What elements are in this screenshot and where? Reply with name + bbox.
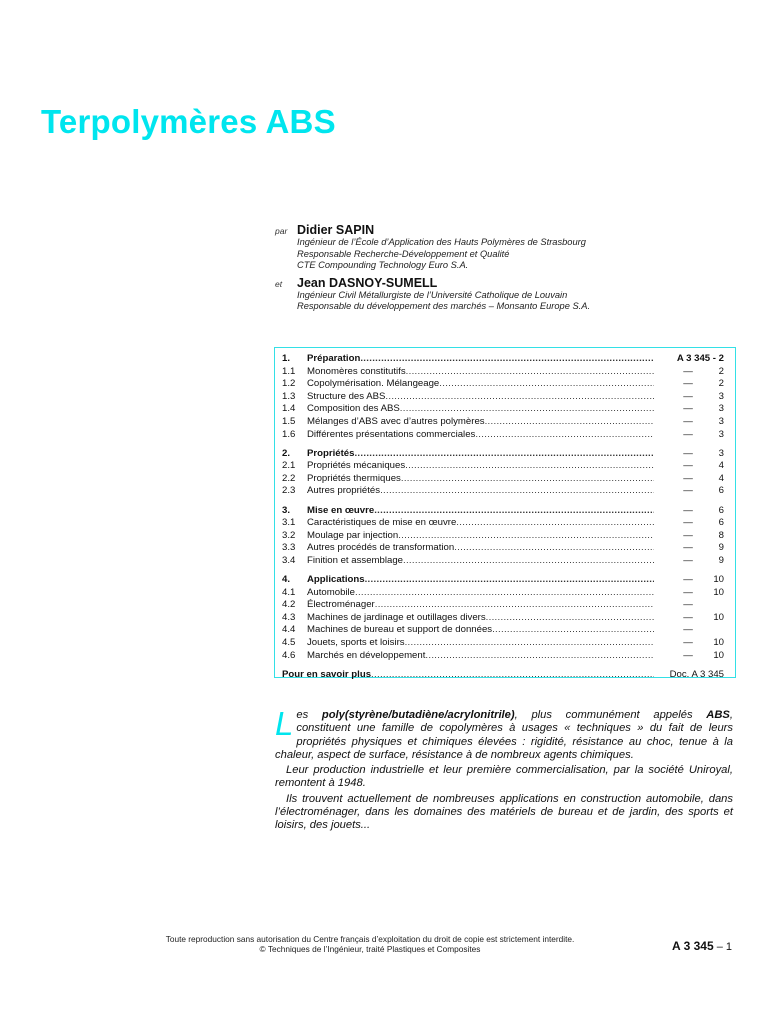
toc-dash: —: [683, 447, 693, 459]
toc-number: 4.5: [282, 636, 296, 648]
author-affiliation: Responsable du développement des marchés – Monsanto Europe S.A.: [297, 301, 591, 311]
author-prefix: par: [275, 226, 288, 236]
toc-leader: [385, 391, 654, 404]
toc-reference: [654, 517, 724, 530]
page-number: 1: [725, 941, 732, 953]
toc-ref-text: Doc. A 3 345: [669, 668, 724, 680]
author-affiliation: Ingénieur Civil Métallurgiste de l’Université Catholique de Louvain: [297, 289, 568, 300]
toc-number: 2.: [282, 447, 291, 459]
toc-reference: [654, 542, 724, 555]
toc-reference: [654, 403, 724, 416]
toc-leader: [425, 650, 654, 663]
author-2: [275, 276, 745, 313]
toc-label: Automobile: [307, 586, 355, 598]
toc-section-preparation: [282, 353, 724, 441]
toc-page: 2: [718, 378, 724, 390]
toc-leader: [486, 612, 654, 625]
toc-number: 2.3: [282, 485, 296, 497]
toc-dash: —: [683, 485, 693, 497]
toc-reference: [654, 637, 724, 650]
toc-page: 3: [718, 403, 724, 415]
toc-heading[interactable]: [282, 505, 724, 518]
toc-entry[interactable]: [282, 378, 724, 391]
toc-label: Structure des ABS: [307, 390, 386, 402]
toc-dash: —: [683, 542, 693, 554]
toc-number: 1.3: [282, 390, 296, 402]
intro-term: poly(styrène/butadiène/acrylonitrile): [321, 709, 515, 721]
toc-page: 10: [713, 649, 724, 661]
toc-page: 10: [713, 636, 724, 648]
toc-label: Propriétés: [307, 447, 355, 459]
toc-number: 1.: [282, 353, 291, 364]
toc-label: Préparation: [307, 353, 361, 364]
toc-leader: [380, 485, 654, 498]
toc-dash: —: [683, 365, 693, 377]
toc-page: 4: [718, 472, 724, 484]
toc-label: Propriétés thermiques: [307, 472, 401, 484]
toc-page: 10: [713, 574, 724, 585]
toc-leader: [475, 429, 654, 442]
author-block: [275, 223, 745, 313]
toc-number: 3.2: [282, 529, 296, 541]
toc-entry[interactable]: [282, 530, 724, 543]
toc-leader: [456, 517, 654, 530]
toc-dash: —: [683, 529, 693, 541]
toc-reference: [654, 460, 724, 473]
author-prefix: et: [275, 278, 283, 289]
toc-label: Machines de bureau et support de données: [307, 624, 493, 636]
toc-reference: [654, 599, 724, 612]
toc-entry[interactable]: [282, 542, 724, 555]
toc-reference: [654, 505, 724, 518]
document-title: Terpolymères ABS: [41, 103, 336, 140]
toc-dash: —: [683, 504, 693, 516]
toc-label: Mélanges d’ABS avec d’autres polymères: [307, 415, 485, 427]
toc-page: 3: [718, 447, 724, 459]
toc-section-applications: [282, 574, 724, 662]
toc-leader: [354, 448, 654, 461]
toc-number: 3.4: [282, 554, 296, 566]
page-separator: –: [713, 941, 726, 953]
intro-paragraph: Leur production industrielle et leur première commercialisation, par la société Uniroyal, remontent à 1948.: [275, 764, 733, 790]
toc-reference: [654, 555, 724, 568]
toc-dash: —: [683, 574, 693, 585]
toc-number: 1.4: [282, 403, 296, 415]
toc-label: Applications: [307, 574, 365, 585]
toc-page: 10: [713, 586, 724, 598]
toc-dash: —: [683, 517, 693, 529]
toc-reference: [654, 391, 724, 404]
toc-label: Marchés en développement: [307, 649, 426, 661]
author-name: Jean DASNOY-SUMELL: [297, 275, 438, 290]
toc-page: 10: [713, 611, 724, 623]
author-affiliation: Responsable Recherche-Développement et Qualité: [297, 248, 510, 259]
toc-page: 4: [718, 460, 724, 472]
toc-number: 1.1: [282, 365, 296, 377]
toc-page: 9: [718, 542, 724, 554]
toc-page: 3: [718, 428, 724, 440]
intro-text: , constituent une famille de copolymères à usages « techniques » du fait de leurs propriétés physiques et chimiques élevées : rigidité, résistance au choc, tenue à la chaleur, aspect de surface, résistance à de nombreux agents chimiques.: [275, 709, 733, 761]
toc-page: 6: [718, 517, 724, 529]
toc-leader: [400, 403, 654, 416]
intro-text: , plus communément appelés: [514, 709, 707, 721]
toc-page: 2: [718, 365, 724, 377]
toc-heading[interactable]: [282, 448, 724, 461]
toc-label: Propriétés mécaniques: [307, 460, 406, 472]
intro-text: es: [296, 709, 322, 721]
toc-reference: [654, 366, 724, 379]
toc-label: Finition et assemblage: [307, 554, 403, 566]
toc-number: 1.6: [282, 428, 296, 440]
toc-page: 8: [718, 529, 724, 541]
toc-entry[interactable]: [282, 391, 724, 404]
author-name: Didier SAPIN: [297, 223, 375, 237]
document-code: A 3 345: [672, 939, 714, 953]
drop-cap: L: [275, 705, 294, 742]
toc-reference: [654, 624, 724, 637]
toc-further-reading[interactable]: [282, 669, 724, 682]
toc-entry[interactable]: [282, 460, 724, 473]
toc-reference: [654, 353, 724, 366]
toc-number: 2.2: [282, 472, 296, 484]
toc-leader: [375, 599, 654, 612]
toc-dash: —: [683, 649, 693, 661]
toc-label: Composition des ABS: [307, 403, 400, 415]
toc-label: Pour en savoir plus: [282, 668, 372, 680]
toc-entry[interactable]: [282, 587, 724, 600]
toc-page: 6: [718, 485, 724, 497]
toc-leader: [401, 473, 654, 486]
toc-label: Mise en œuvre: [307, 504, 375, 516]
intro-paragraph: Ils trouvent actuellement de nombreuses applications en construction automobile, dans l’électroménager, dans les domaines des matériels de bureau et de jardin, des sports et loisirs, des jouets...: [275, 792, 733, 832]
toc-leader: [406, 366, 654, 379]
toc-label: Machines de jardinage et outillages divers: [307, 611, 486, 623]
toc-number: 4.4: [282, 624, 296, 636]
toc-entry[interactable]: [282, 485, 724, 498]
toc-number: 3.1: [282, 517, 296, 529]
toc-label: Autres procédés de transformation: [307, 542, 455, 554]
copyright-footer: [110, 934, 630, 954]
toc-number: 2.1: [282, 460, 296, 472]
toc-leader: [398, 530, 654, 543]
toc-leader: [405, 637, 654, 650]
toc-entry[interactable]: [282, 555, 724, 568]
toc-reference: [654, 473, 724, 486]
toc-label: Copolymérisation. Mélangeage: [307, 378, 440, 390]
toc-dash: —: [683, 390, 693, 402]
toc-number: 4.: [282, 574, 291, 585]
toc-reference: [654, 612, 724, 625]
toc-reference: [654, 669, 724, 682]
toc-leader: [403, 555, 654, 568]
toc-entry[interactable]: [282, 416, 724, 429]
toc-leader: [371, 669, 654, 682]
toc-entry[interactable]: [282, 637, 724, 650]
toc-entry[interactable]: [282, 517, 724, 530]
toc-page: 9: [718, 554, 724, 566]
toc-heading[interactable]: [282, 574, 724, 587]
toc-leader: [454, 542, 654, 555]
intro-term: ABS: [706, 709, 730, 721]
toc-page: 3: [718, 415, 724, 427]
toc-number: 3.: [282, 504, 291, 516]
toc-reference: [654, 448, 724, 461]
toc-label: Moulage par injection: [307, 529, 399, 541]
toc-dash: —: [683, 415, 693, 427]
toc-section-mise-en-oeuvre: [282, 505, 724, 568]
toc-number: 1.2: [282, 378, 296, 390]
toc-page: 6: [718, 504, 724, 516]
toc-ref-text: A 3 345 - 2: [676, 353, 724, 364]
toc-dash: —: [683, 586, 693, 598]
toc-reference: [654, 485, 724, 498]
toc-page: 3: [718, 390, 724, 402]
toc-reference: [654, 587, 724, 600]
toc-leader: [355, 587, 654, 600]
toc-dash: —: [683, 378, 693, 390]
toc-leader: [405, 460, 654, 473]
author-1: [275, 223, 745, 272]
toc-dash: —: [683, 611, 693, 623]
toc-label: Caractéristiques de mise en œuvre: [307, 517, 457, 529]
toc-leader: [360, 353, 654, 366]
toc-number: 4.3: [282, 611, 296, 623]
toc-dash: —: [683, 599, 693, 611]
toc-label: Monomères constitutifs: [307, 365, 406, 377]
toc-number: 4.1: [282, 586, 296, 598]
toc-dash: —: [683, 624, 693, 636]
toc-leader: [492, 624, 654, 637]
toc-section-proprietes: [282, 448, 724, 498]
toc-entry[interactable]: [282, 624, 724, 637]
footer-line: © Techniques de l’Ingénieur, traité Plastiques et Composites: [259, 944, 481, 954]
toc-label: Différentes présentations commerciales: [307, 428, 476, 440]
toc-label: Jouets, sports et loisirs: [307, 636, 405, 648]
toc-number: 3.3: [282, 542, 296, 554]
table-of-contents: [274, 347, 736, 678]
toc-entry[interactable]: [282, 473, 724, 486]
toc-label: Électroménager: [307, 599, 375, 611]
toc-reference: [654, 574, 724, 587]
toc-reference: [654, 650, 724, 663]
page-reference: [672, 939, 732, 953]
toc-dash: —: [683, 428, 693, 440]
introduction: [275, 705, 733, 835]
toc-reference: [654, 530, 724, 543]
toc-entry[interactable]: [282, 650, 724, 663]
toc-leader: [374, 505, 654, 518]
toc-entry[interactable]: [282, 366, 724, 379]
toc-reference: [654, 378, 724, 391]
toc-number: 4.2: [282, 599, 296, 611]
author-affiliation: Ingénieur de l’École d’Application des Hauts Polymères de Strasbourg: [297, 237, 586, 247]
toc-dash: —: [683, 472, 693, 484]
toc-number: 1.5: [282, 415, 296, 427]
toc-label: Autres propriétés: [307, 485, 381, 497]
toc-dash: —: [683, 554, 693, 566]
toc-reference: [654, 429, 724, 442]
footer-line: Toute reproduction sans autorisation du Centre français d’exploitation du droit de copie est strictement interdite.: [165, 934, 575, 944]
author-affiliation: CTE Compounding Technology Euro S.A.: [297, 260, 469, 270]
toc-leader: [439, 378, 654, 391]
toc-number: 4.6: [282, 649, 296, 661]
intro-paragraph: [275, 705, 733, 762]
toc-heading[interactable]: [282, 353, 724, 366]
toc-entry[interactable]: [282, 429, 724, 442]
toc-leader: [365, 574, 654, 587]
toc-reference: [654, 416, 724, 429]
toc-entry[interactable]: [282, 612, 724, 625]
toc-dash: —: [683, 636, 693, 648]
toc-dash: —: [683, 460, 693, 472]
toc-entry[interactable]: [282, 599, 724, 612]
toc-entry[interactable]: [282, 403, 724, 416]
toc-dash: —: [683, 403, 693, 415]
toc-leader: [485, 416, 654, 429]
